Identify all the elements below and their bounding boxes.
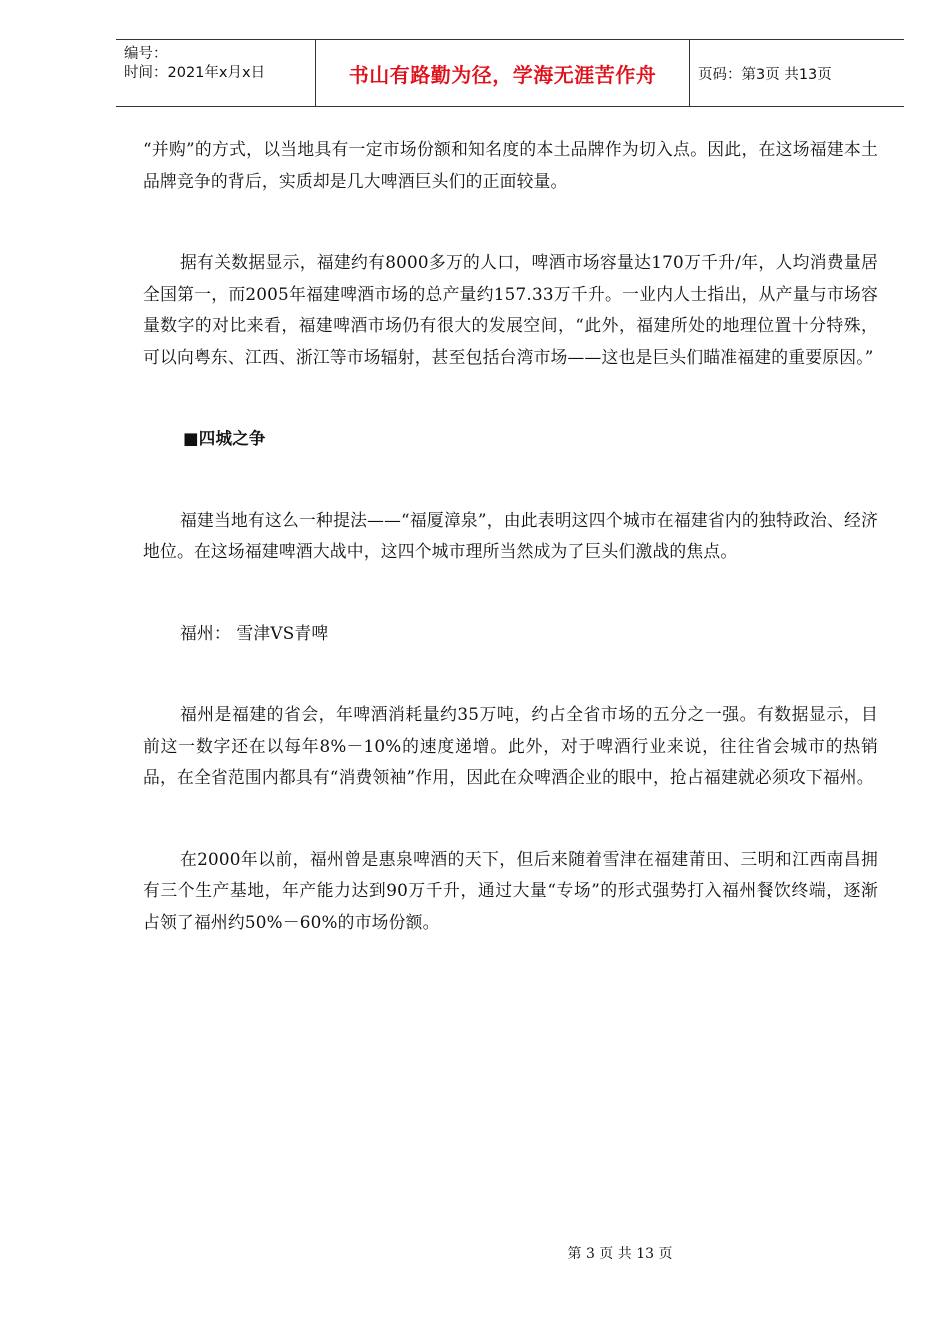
paragraph-2: 据有关数据显示，福建约有8000多万的人口，啤酒市场容量达170万千升/年，人均消费量居全国第一，而2005年福建啤酒市场的总产量约157.33万千升。一业内人士指出，从产量与市场容量数字的对比来看，福建啤酒市场仍有很大的发展空间，“此外，福建所处的地理位置十分特殊，可以向粤东、江西、浙江等市场辐射，甚至包括台湾市场——这也是巨头们瞄准福建的重要原因。”: [143, 252, 878, 367]
document-time-label: 时间：2021年x月x日: [124, 65, 266, 81]
document-body: [143, 134, 878, 938]
page-header: [116, 39, 904, 107]
header-motto: 书山有路勤为径，学海无涯苦作舟: [315, 40, 690, 106]
header-page-info: 页码：第3页 共13页: [698, 66, 832, 83]
section-heading: ■四城之争: [183, 429, 266, 448]
paragraph-5: 在2000年以前，福州曾是惠泉啤酒的天下，但后来随着雪津在福建莆田、三明和江西南昌拥有三个生产基地，年产能力达到90万千升，通过大量“专场”的形式强势打入福州餐饮终端，逐渐占领了福州约50%－60%的市场份额。: [143, 848, 878, 932]
paragraph-4: 福州是福建的省会，年啤酒消耗量约35万吨，约占全省市场的五分之一强。有数据显示，目前这一数字还在以每年8%－10%的速度递增。此外，对于啤酒行业来说，往往省会城市的热销品，在全省范围内都具有“消费领袖”作用，因此在众啤酒企业的眼中，抢占福建就必须攻下福州。: [143, 704, 878, 787]
page-footer: 第 3 页 共 13 页: [567, 1246, 673, 1262]
paragraph-1: “并购”的方式，以当地具有一定市场份额和知名度的本土品牌作为切入点。因此，在这场福建本土品牌竞争的背后，实质却是几大啤酒巨头们的正面较量。: [143, 139, 878, 191]
header-meta: [116, 40, 315, 106]
document-number-label: 编号：: [124, 46, 168, 62]
paragraph-3: 福建当地有这么一种提法——“福厦漳泉”，由此表明这四个城市在福建省内的独特政治、经济地位。在这场福建啤酒大战中，这四个城市理所当然成为了巨头们激战的焦点。: [143, 509, 878, 561]
subheading-fuzhou: 福州： 雪津VS青啤: [179, 622, 329, 643]
